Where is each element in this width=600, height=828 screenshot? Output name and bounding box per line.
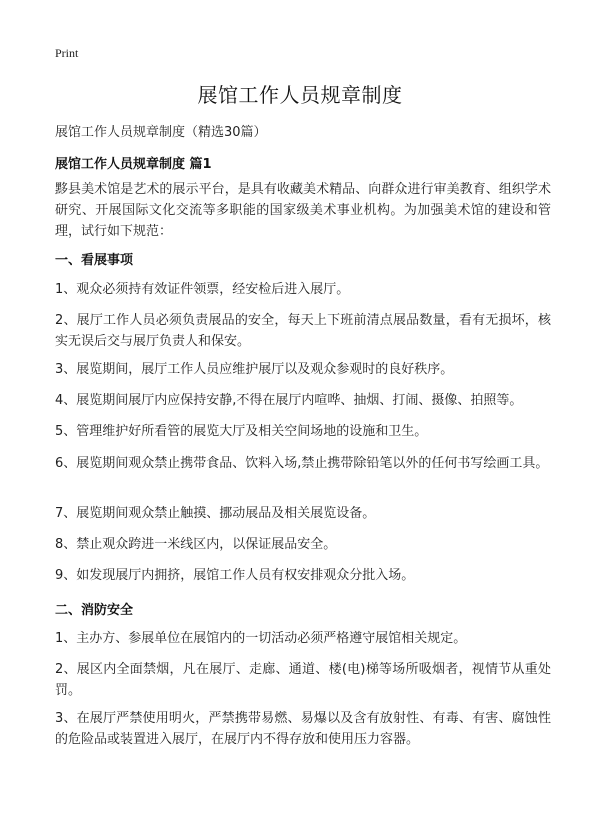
list-item: 1、观众必须持有效证件领票，经安检后进入展厅。 [55, 282, 350, 297]
document-subtitle: 展馆工作人员规章制度（精选30篇） [55, 125, 267, 140]
list-item: 3、在展厅严禁使用明火，严禁携带易燃、易爆以及含有放射性、有毒、有害、腐蚀性的危险品或装置进入展厅，在展厅内不得存放和使用压力容器。 [55, 711, 551, 747]
list-item: 2、展厅工作人员必须负责展品的安全，每天上下班前清点展品数量，看有无损坏，核实无误后交与展厅负责人和保安。 [55, 313, 551, 349]
document-title: 展馆工作人员规章制度 [197, 83, 403, 107]
list-item: 4、展览期间展厅内应保持安静,不得在展厅内喧哗、抽烟、打闹、摄像、拍照等。 [55, 393, 523, 408]
intro-paragraph: 黟县美术馆是艺术的展示平台，是具有收藏美术精品、向群众进行审美教育、组织学术研究、开展国际文化交流等多职能的国家级美术事业机构。为加强美术馆的建设和管理，试行如下规范： [55, 182, 551, 239]
list-item: 8、禁止观众跨进一米线区内，以保证展品安全。 [55, 537, 337, 552]
list-item: 9、如发现展厅内拥挤，展馆工作人员有权安排观众分批入场。 [55, 568, 415, 583]
list-item: 7、展览期间观众禁止触摸、挪动展品及相关展览设备。 [55, 506, 376, 521]
list-item: 1、主办方、参展单位在展馆内的一切活动必须严格遵守展馆相关规定。 [55, 631, 467, 646]
list-item: 2、展区内全面禁烟，凡在展厅、走廊、通道、楼(电)梯等场所吸烟者，视情节从重处罚。 [55, 662, 551, 698]
list-item: 6、展览期间观众禁止携带食品、饮料入场,禁止携带除铅笔以外的任何书写绘画工具。 [55, 456, 549, 471]
part-heading: 展馆工作人员规章制度 篇1 [55, 157, 212, 172]
print-link[interactable]: Print [55, 46, 79, 60]
list-item: 5、管理维护好所看管的展览大厅及相关空间场地的设施和卫生。 [55, 424, 428, 439]
section-heading-fire-safety: 二、消防安全 [55, 603, 134, 618]
list-item: 3、展览期间，展厅工作人员应维护展厅以及观众参观时的良好秩序。 [55, 362, 454, 377]
section-heading-viewing: 一、看展事项 [55, 253, 134, 268]
